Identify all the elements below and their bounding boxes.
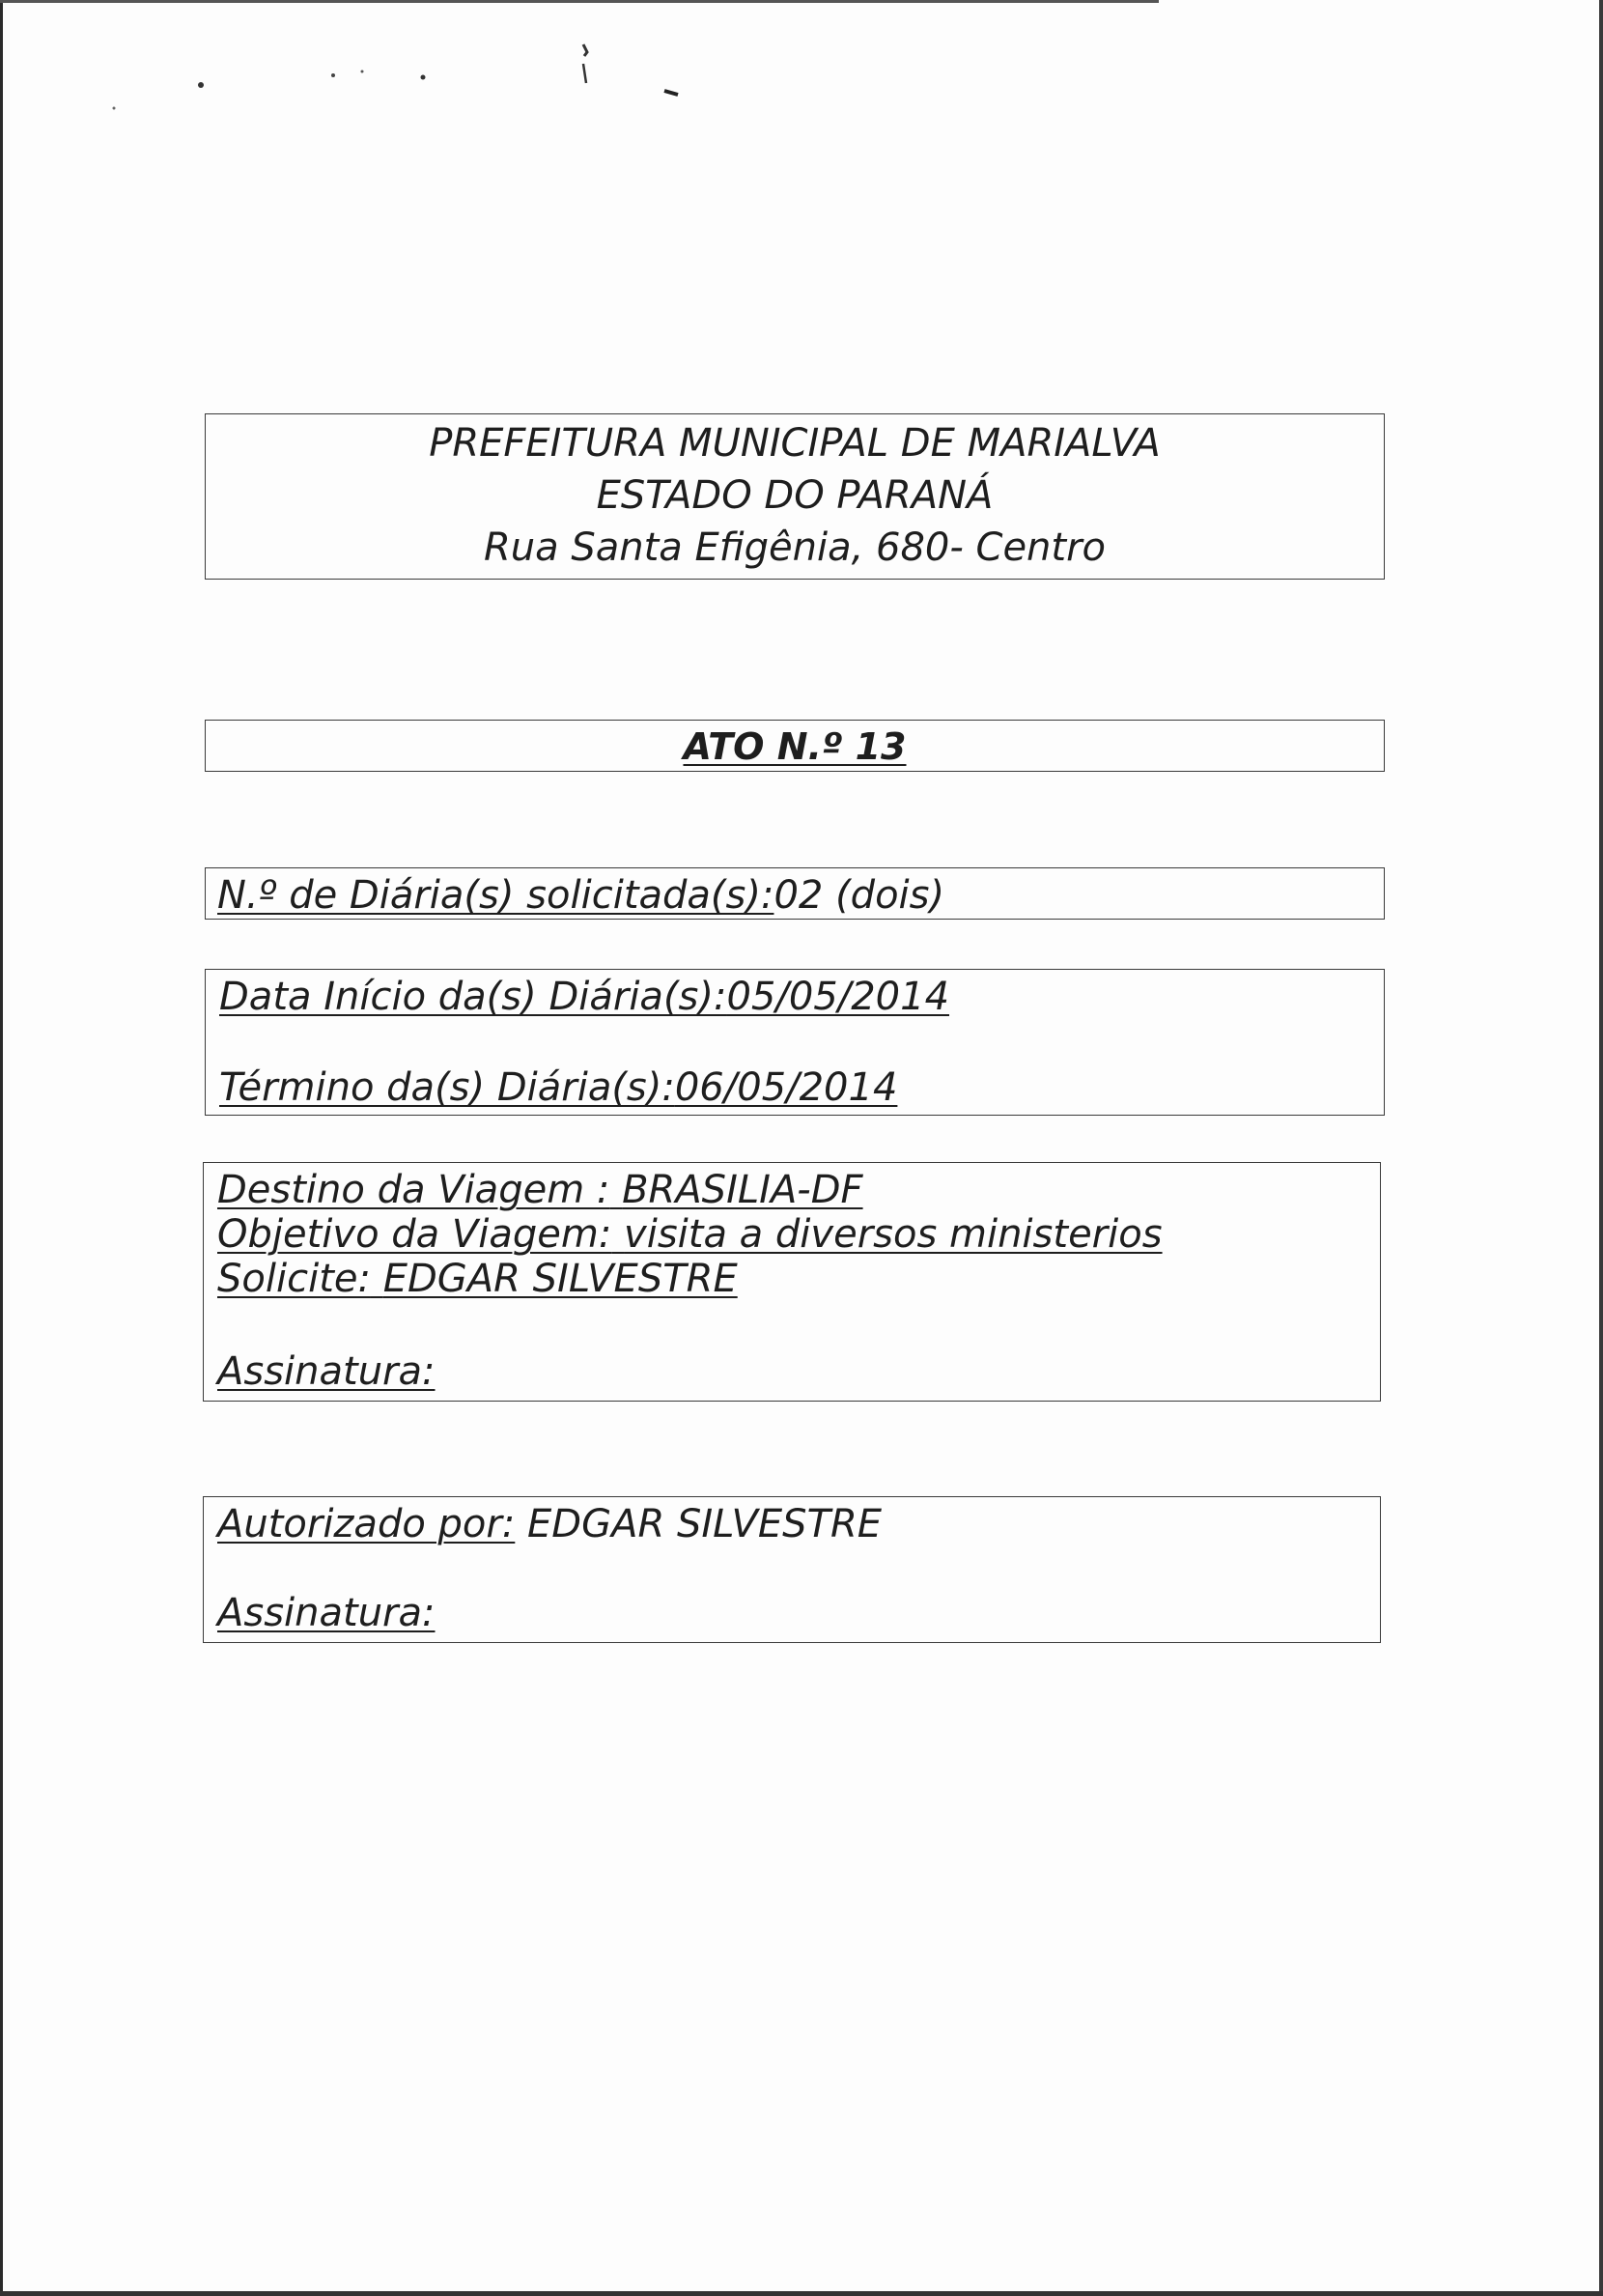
requester-value: EDGAR SILVESTRE xyxy=(382,1257,738,1301)
diarias-count-label: N.º de Diária(s) solicitada(s): xyxy=(217,873,774,918)
diarias-count-value: 02 (dois) xyxy=(773,873,945,918)
scan-specks xyxy=(0,0,1603,290)
diarias-count-box xyxy=(205,867,1385,920)
requester-label: Solicite: xyxy=(217,1257,371,1301)
requester-signature-label: Assinatura: xyxy=(217,1349,436,1394)
authorization-box xyxy=(203,1496,1381,1643)
scan-edge-left xyxy=(0,0,3,2296)
municipality-name: PREFEITURA MUNICIPAL DE MARIALVA xyxy=(429,421,1161,466)
scan-edge-right xyxy=(1599,0,1603,2296)
dates-box xyxy=(205,969,1385,1116)
act-number-box xyxy=(205,720,1385,772)
act-number-title: ATO N.º 13 xyxy=(683,725,907,768)
trip-details-box xyxy=(203,1162,1381,1402)
end-date-value: 06/05/2014 xyxy=(674,1065,898,1110)
authorized-by-label: Autorizado por: xyxy=(217,1502,516,1546)
header-box xyxy=(205,413,1385,580)
scan-edge-bottom xyxy=(0,2291,1603,2296)
start-date-value: 05/05/2014 xyxy=(726,975,950,1019)
start-date-label: Data Início da(s) Diária(s): xyxy=(219,975,727,1019)
destination-label: Destino da Viagem : xyxy=(217,1168,610,1212)
end-date-label: Término da(s) Diária(s): xyxy=(219,1065,675,1110)
destination-value: BRASILIA-DF xyxy=(622,1168,863,1212)
state-name: ESTADO DO PARANÁ xyxy=(596,473,994,518)
objective-value: visita a diversos ministerios xyxy=(624,1212,1163,1257)
authorized-by-value: EDGAR SILVESTRE xyxy=(527,1502,883,1546)
authorizer-signature-label: Assinatura: xyxy=(217,1591,436,1635)
objective-label: Objetivo da Viagem: xyxy=(217,1212,612,1257)
address: Rua Santa Efigênia, 680- Centro xyxy=(483,525,1107,570)
